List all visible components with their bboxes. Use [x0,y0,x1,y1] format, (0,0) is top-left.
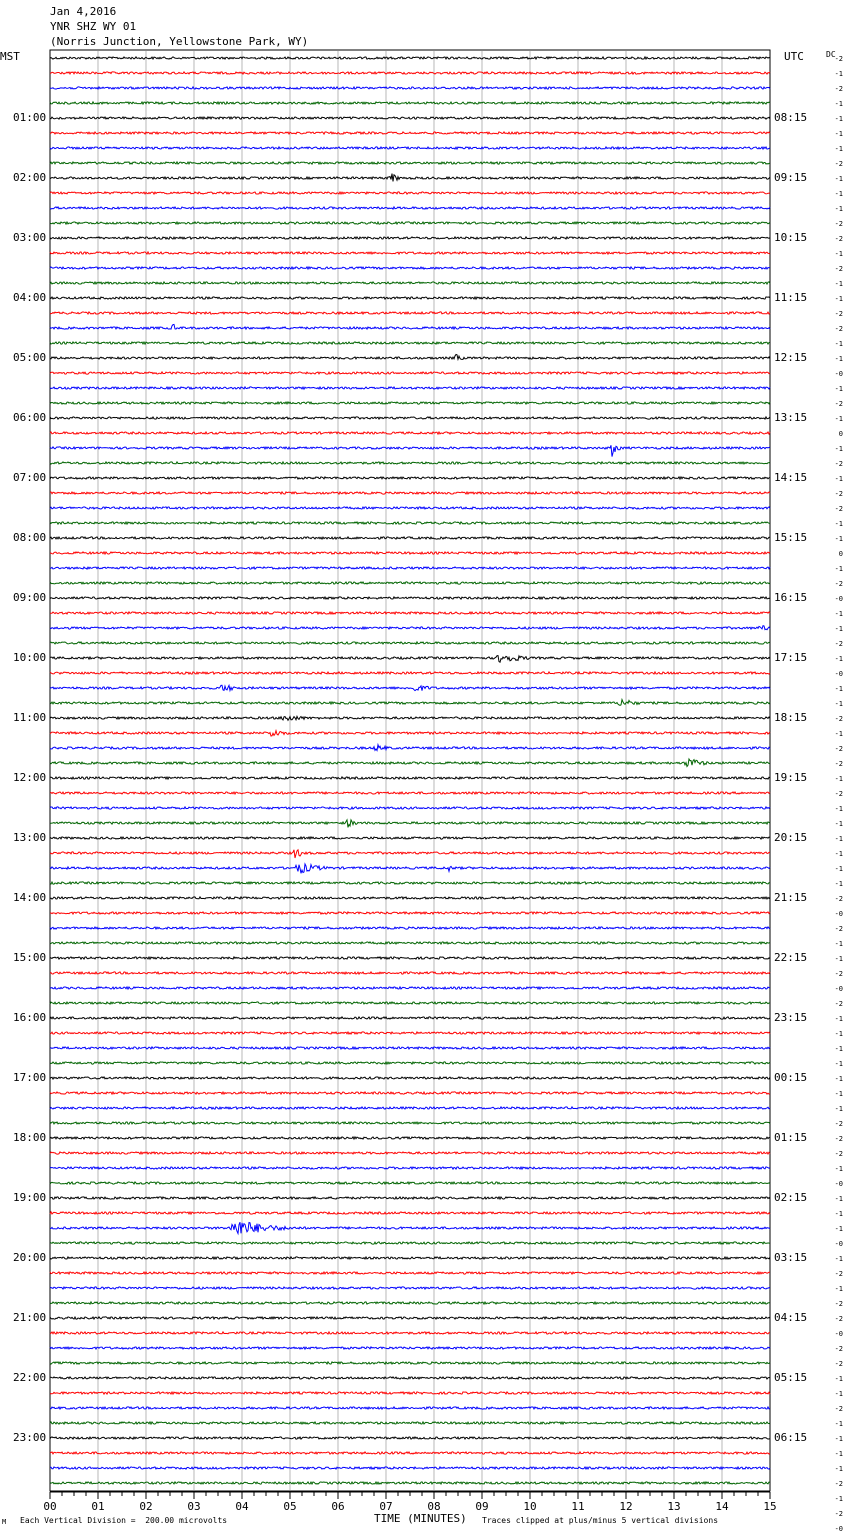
dc-offset-value: -1 [834,295,843,303]
trace-row [50,1222,770,1233]
dc-offset-value: -1 [834,175,843,183]
dc-offset-value: -2 [834,1510,843,1518]
mst-hour-label: 06:00 [13,411,47,424]
plot-frame [50,50,770,1491]
trace-row [50,192,770,194]
trace-row [50,1407,770,1409]
dc-offset-value: -2 [834,220,843,228]
trace-row [50,355,770,360]
trace-row [50,1467,770,1469]
utc-hour-label: 17:15 [774,651,808,664]
trace-row [50,1107,770,1109]
utc-hour-label: 01:15 [774,1131,808,1144]
dc-offset-value: -2 [834,745,843,753]
trace-row [50,1362,770,1364]
trace-row [50,537,770,539]
dc-offset-value: -2 [834,1150,843,1158]
dc-offset-value: -2 [834,1120,843,1128]
trace-row [50,1077,770,1079]
trace-row [50,777,770,779]
dc-offset-value: -1 [834,1255,843,1263]
utc-hour-label: 20:15 [774,831,808,844]
utc-hour-label: 16:15 [774,591,808,604]
dc-offset-value: -0 [834,1525,843,1533]
x-tick-label: 15 [763,1500,777,1513]
utc-hour-label: 13:15 [774,411,808,424]
dc-offset-value: -2 [834,490,843,498]
trace-row [50,1437,770,1439]
dc-offset-value: -1 [834,115,843,123]
dc-offset-value: -2 [834,55,843,63]
mst-hour-label: 21:00 [13,1311,47,1324]
trace-row [50,1392,770,1394]
dc-offset-value: -1 [834,730,843,738]
mst-hour-label: 15:00 [13,951,47,964]
station-location: (Norris Junction, Yellowstone Park, WY) [50,35,309,48]
dc-offset-value: -1 [834,385,843,393]
trace-row [50,626,770,630]
dc-offset-value: -1 [834,850,843,858]
x-tick-label: 14 [715,1500,729,1513]
trace-row [50,522,770,524]
trace-row [50,1032,770,1034]
trace-row [50,597,770,599]
trace-row [50,72,770,74]
utc-hour-label: 09:15 [774,171,808,184]
mst-hour-label: 16:00 [13,1011,47,1024]
dc-offset-value: -2 [834,715,843,723]
dc-offset-value: -1 [834,475,843,483]
mst-hour-label: 12:00 [13,771,47,784]
dc-offset-value: -1 [834,1030,843,1038]
dc-offset-value: -1 [834,835,843,843]
dc-offset-value: -1 [834,865,843,873]
dc-offset-value: -2 [834,325,843,333]
utc-hour-label: 21:15 [774,891,808,904]
trace-row [50,252,770,254]
trace-row [50,987,770,989]
trace-row [50,1002,770,1004]
dc-offset-value: -0 [834,370,843,378]
utc-hour-label: 18:15 [774,711,808,724]
trace-row [50,87,770,89]
dc-offset-value: -1 [834,1090,843,1098]
dc-offset-value: -2 [834,1135,843,1143]
trace-row [50,324,770,329]
utc-hour-label: 11:15 [774,291,808,304]
dc-offset-value: -1 [834,145,843,153]
corner-mark: M [2,1518,7,1526]
dc-offset-value: -2 [834,580,843,588]
x-tick-label: 08 [427,1500,441,1513]
dc-offset-value: -1 [834,130,843,138]
trace-row [50,656,770,663]
trace-row [50,207,770,209]
x-tick-label: 06 [331,1500,345,1513]
dc-offset-value: -0 [834,595,843,603]
mst-hour-label: 02:00 [13,171,47,184]
dc-offset-value: -1 [834,1165,843,1173]
x-tick-label: 09 [475,1500,489,1513]
utc-hour-label: 06:15 [774,1431,808,1444]
dc-offset-value: -1 [834,1075,843,1083]
dc-offset-value: -0 [834,985,843,993]
dc-offset-value: -2 [834,760,843,768]
dc-offset-value: -1 [834,1450,843,1458]
plot-date: Jan 4,2016 [50,5,117,18]
trace-row [50,462,770,464]
trace-row [50,897,770,899]
trace-row [50,402,770,404]
dc-offset-value: -2 [834,160,843,168]
x-axis-title: TIME (MINUTES) [374,1512,467,1525]
utc-hour-label: 14:15 [774,471,808,484]
dc-offset-value: -1 [834,190,843,198]
dc-offset-value: -2 [834,310,843,318]
trace-row [50,1257,770,1259]
x-tick-label: 07 [379,1500,393,1513]
utc-hour-label: 22:15 [774,951,808,964]
mst-axis-label: MST [0,50,20,63]
x-tick-label: 10 [523,1500,537,1513]
trace-row [50,1272,770,1274]
trace-row [50,1092,770,1094]
trace-row [50,282,770,284]
trace-row [50,685,770,690]
trace-row [50,492,770,494]
dc-offset-value: -1 [834,625,843,633]
trace-row [50,1377,770,1379]
trace-row [50,387,770,389]
utc-hour-label: 08:15 [774,111,808,124]
mst-hour-label: 09:00 [13,591,47,604]
dc-offset-value: -1 [834,955,843,963]
x-tick-label: 05 [283,1500,297,1513]
utc-hour-label: 00:15 [774,1071,808,1084]
dc-offset-value: -1 [834,250,843,258]
dc-offset-value: -1 [834,70,843,78]
dc-offset-value: -2 [834,505,843,513]
dc-offset-value: -1 [834,1390,843,1398]
trace-row [50,1212,770,1214]
dc-offset-value: -1 [834,1420,843,1428]
dc-offset-value: -0 [834,670,843,678]
trace-row [50,1137,770,1139]
dc-offset-value: -1 [834,1495,843,1503]
trace-row [50,297,770,299]
trace-row [50,432,770,434]
trace-row [50,700,770,706]
trace-row [50,716,770,720]
dc-offset-value: -1 [834,1465,843,1473]
trace-row [50,1122,770,1124]
dc-label: DC [826,50,836,59]
utc-hour-label: 15:15 [774,531,808,544]
trace-row [50,820,770,828]
trace-row [50,1167,770,1169]
dc-offset-value: -2 [834,790,843,798]
trace-row [50,57,770,59]
trace-row [50,1452,770,1454]
dc-offset-value: -1 [834,280,843,288]
trace-row [50,1422,770,1424]
dc-offset-value: -2 [834,640,843,648]
utc-axis-label: UTC [784,50,804,63]
trace-row [50,237,770,239]
utc-hour-label: 04:15 [774,1311,808,1324]
mst-hour-label: 07:00 [13,471,47,484]
dc-offset-value: -2 [834,925,843,933]
dc-offset-value: -2 [834,265,843,273]
dc-offset-value: -2 [834,1270,843,1278]
mst-hour-label: 04:00 [13,291,47,304]
mst-hour-label: 20:00 [13,1251,47,1264]
utc-hour-label: 23:15 [774,1011,808,1024]
dc-offset-value: -1 [834,100,843,108]
trace-row [50,882,770,884]
dc-offset-value: -1 [834,1210,843,1218]
trace-row [50,1332,770,1334]
trace-row [50,1062,770,1064]
trace-row [50,582,770,584]
clip-note: Traces clipped at plus/minus 5 vertical divisions [482,1516,719,1525]
trace-row [50,372,770,374]
trace-row [50,957,770,959]
x-tick-label: 03 [187,1500,201,1513]
trace-row [50,132,770,134]
dc-offset-value: -1 [834,565,843,573]
dc-offset-value: -1 [834,1195,843,1203]
trace-row [50,1152,770,1154]
trace-row [50,417,770,419]
trace-row [50,837,770,839]
trace-row [50,672,770,674]
time-axis [43,1492,776,1513]
trace-row [50,1047,770,1049]
trace-row [50,102,770,104]
mst-hour-label: 08:00 [13,531,47,544]
dc-offset-value: -1 [834,700,843,708]
x-tick-label: 04 [235,1500,249,1513]
trace-row [50,731,770,736]
trace-row [50,745,770,751]
dc-offset-value: -2 [834,1360,843,1368]
dc-offset-value: -1 [834,1045,843,1053]
dc-offset-value: 0 [838,430,843,438]
trace-row [50,612,770,614]
utc-hour-label: 05:15 [774,1371,808,1384]
dc-offset-value: -1 [834,1375,843,1383]
dc-offset-value: -1 [834,445,843,453]
utc-hour-label: 12:15 [774,351,808,364]
trace-row [50,642,770,644]
dc-offset-value: -2 [834,1315,843,1323]
trace-row [50,552,770,554]
trace-row [50,174,770,182]
trace-row [50,1017,770,1019]
trace-row [50,312,770,314]
trace-row [50,445,770,456]
dc-offset-value: -1 [834,655,843,663]
dc-offset-value: -1 [834,610,843,618]
dc-offset-value: -1 [834,340,843,348]
dc-offset-value: -1 [834,1285,843,1293]
dc-offset-value: -2 [834,235,843,243]
mst-hour-label: 22:00 [13,1371,47,1384]
dc-offset-value: 0 [838,550,843,558]
trace-row [50,162,770,164]
dc-offset-value: -2 [834,400,843,408]
mst-hour-label: 10:00 [13,651,47,664]
trace-row [50,792,770,794]
dc-offset-value: -2 [834,1480,843,1488]
dc-offset-value: -2 [834,970,843,978]
dc-offset-value: -2 [834,1345,843,1353]
dc-offset-value: -1 [834,805,843,813]
mst-hour-label: 05:00 [13,351,47,364]
dc-offset-value: -0 [834,1330,843,1338]
trace-row [50,1317,770,1319]
station-id: YNR SHZ WY 01 [50,20,137,33]
dc-offset-column [835,55,843,1534]
trace-row [50,567,770,569]
dc-offset-value: -1 [834,685,843,693]
x-tick-label: 11 [571,1500,585,1513]
x-tick-label: 02 [139,1500,153,1513]
dc-offset-value: -1 [834,1060,843,1068]
mst-hour-label: 18:00 [13,1131,47,1144]
mst-hour-label: 17:00 [13,1071,47,1084]
dc-offset-value: -0 [834,1240,843,1248]
dc-offset-value: -2 [834,460,843,468]
dc-offset-value: -1 [834,205,843,213]
utc-hour-label: 02:15 [774,1191,808,1204]
dc-offset-value: -0 [834,910,843,918]
dc-offset-value: -1 [834,1435,843,1443]
trace-row [50,864,770,873]
trace-row [50,342,770,344]
dc-offset-value: -2 [834,1000,843,1008]
dc-offset-value: -1 [834,355,843,363]
trace-row [50,507,770,509]
dc-offset-value: -1 [834,1225,843,1233]
mst-hour-label: 01:00 [13,111,47,124]
utc-hour-label: 03:15 [774,1251,808,1264]
dc-offset-value: -2 [834,85,843,93]
trace-row [50,477,770,479]
mst-hour-label: 03:00 [13,231,47,244]
trace-row [50,1182,770,1184]
trace-row [50,1302,770,1304]
mst-hour-label: 19:00 [13,1191,47,1204]
trace-row [50,942,770,944]
mst-hour-label: 13:00 [13,831,47,844]
seismic-traces [50,57,770,1484]
x-tick-label: 00 [43,1500,57,1513]
dc-offset-value: -1 [834,1015,843,1023]
trace-row [50,759,770,767]
x-tick-label: 13 [667,1500,681,1513]
trace-row [50,1482,770,1484]
trace-row [50,267,770,269]
dc-offset-value: -0 [834,1180,843,1188]
trace-row [50,912,770,914]
trace-row [50,1197,770,1199]
trace-row [50,972,770,974]
dc-offset-value: -1 [834,520,843,528]
utc-hour-label: 10:15 [774,231,808,244]
dc-offset-value: -1 [834,940,843,948]
trace-row [50,927,770,929]
trace-row [50,222,770,224]
mst-hour-label: 23:00 [13,1431,47,1444]
minute-gridlines [50,50,770,1491]
mst-hour-label: 14:00 [13,891,47,904]
trace-row [50,850,770,858]
trace-row [50,1287,770,1289]
x-tick-label: 12 [619,1500,633,1513]
dc-offset-value: -1 [834,1105,843,1113]
utc-hour-label: 19:15 [774,771,808,784]
trace-row [50,1347,770,1349]
dc-offset-value: -2 [834,895,843,903]
dc-offset-value: -1 [834,535,843,543]
dc-offset-value: -1 [834,775,843,783]
dc-offset-value: -2 [834,1300,843,1308]
trace-row [50,807,770,809]
dc-offset-value: -1 [834,880,843,888]
dc-offset-value: -2 [834,1405,843,1413]
trace-row [50,147,770,149]
dc-offset-value: -1 [834,415,843,423]
vertical-division-note: Each Vertical Division = 200.00 microvolts [20,1516,228,1525]
trace-row [50,1242,770,1244]
dc-offset-value: -1 [834,820,843,828]
mst-hour-label: 11:00 [13,711,47,724]
x-tick-label: 01 [91,1500,105,1513]
trace-row [50,117,770,119]
